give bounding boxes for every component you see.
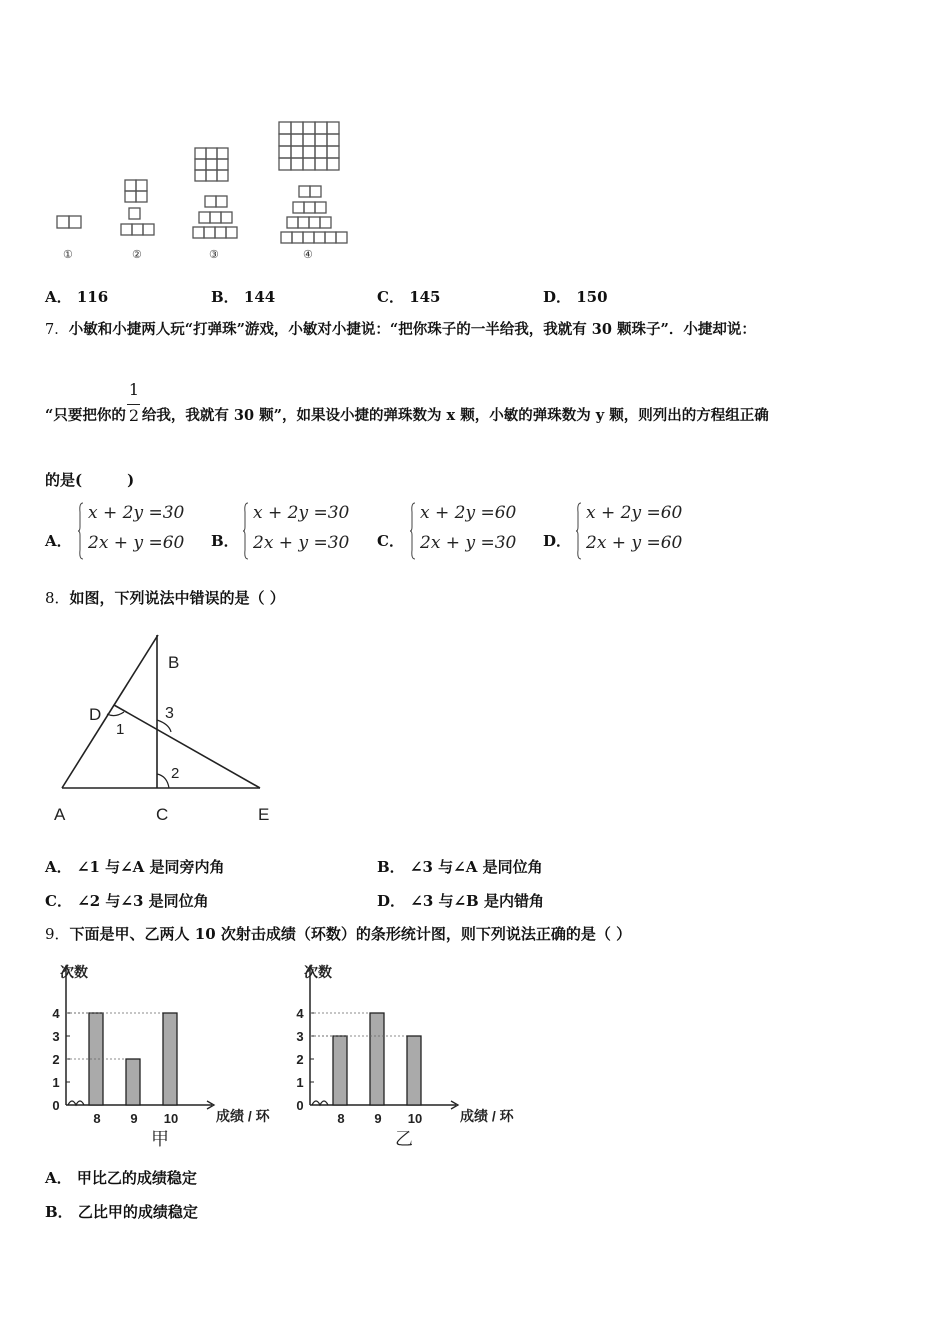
pattern-figure xyxy=(45,108,365,268)
q7-option-c-label[interactable]: C． xyxy=(377,532,404,550)
line-DE xyxy=(114,705,260,788)
y-tick-label: 2 xyxy=(52,1052,60,1067)
label-B: B xyxy=(168,653,180,672)
label-D: D xyxy=(89,705,102,724)
x-tick-label: 9 xyxy=(374,1111,382,1126)
y-axis-label: 次数 xyxy=(60,964,88,980)
label-3: 3 xyxy=(165,705,174,722)
bar-9 xyxy=(370,1013,384,1105)
q7-option-b-label[interactable]: B． xyxy=(211,532,239,550)
bar-10 xyxy=(407,1036,421,1105)
line-A-to-top xyxy=(62,635,158,788)
q7-option-c-system[interactable]: x + 2y =60 2x + y =30 xyxy=(410,502,530,562)
pattern-label-4: ④ xyxy=(303,249,313,261)
pattern-label-3: ③ xyxy=(209,249,219,261)
q8-triangle-figure xyxy=(45,628,285,828)
q8-option-b[interactable]: B． ∠3 与∠A 是同位角 xyxy=(377,858,543,876)
pattern-1 xyxy=(57,216,81,228)
pattern-label-1: ① xyxy=(63,249,73,261)
brace-icon xyxy=(576,502,582,560)
pattern-4 xyxy=(279,122,347,243)
q9-stem: 9．下面是甲、乙两人 10 次射击成绩（环数）的条形统计图，则下列说法正确的是（ ） xyxy=(45,925,632,943)
x-tick-label: 8 xyxy=(337,1111,345,1126)
chart-title: 乙 xyxy=(395,1129,413,1149)
q7-option-a-label[interactable]: A． xyxy=(45,532,72,550)
q6-option-d[interactable]: D． 150 xyxy=(543,288,608,306)
y-tick-label: 0 xyxy=(296,1098,304,1113)
x-axis-label: 成绩 / 环 xyxy=(216,1108,270,1124)
q7-option-a-system[interactable]: x + 2y =30 2x + y =60 xyxy=(78,502,198,562)
q7-stem-line2: “只要把你的 $\frac{1}{2}$ 给我，我就有 30 颗”，如果设小捷的弹珠数为 x 颗，小敏的弹珠数为 y 颗，则列出的方程组正确 xyxy=(45,380,769,425)
bar-8 xyxy=(333,1036,347,1105)
q6-option-c[interactable]: C． 145 xyxy=(377,288,441,306)
q8-option-d[interactable]: D． ∠3 与∠B 是内错角 xyxy=(377,892,544,910)
y-tick-label: 1 xyxy=(296,1075,304,1090)
label-2: 2 xyxy=(171,765,180,782)
x-axis-label: 成绩 / 环 xyxy=(460,1108,514,1124)
label-C: C xyxy=(156,805,169,824)
label-E: E xyxy=(258,805,270,824)
q9-option-a[interactable]: A． 甲比乙的成绩稳定 xyxy=(45,1169,197,1187)
brace-icon xyxy=(78,502,84,560)
brace-icon xyxy=(410,502,416,560)
q8-option-c[interactable]: C． ∠2 与∠3 是同位角 xyxy=(45,892,209,910)
angle-2-arc xyxy=(157,774,169,788)
label-1: 1 xyxy=(116,721,125,738)
chart-yi xyxy=(284,960,524,1150)
y-tick-label: 2 xyxy=(296,1052,304,1067)
pattern-2 xyxy=(121,180,154,235)
q7-stem-line1: 7．小敏和小捷两人玩“打弹珠”游戏，小敏对小捷说：“把你珠子的一半给我，我就有 30 颗珠子”．小捷却说： xyxy=(45,321,756,338)
q9-option-b[interactable]: B． 乙比甲的成绩稳定 xyxy=(45,1203,198,1221)
q7-option-b-system[interactable]: x + 2y =30 2x + y =30 xyxy=(243,502,363,562)
q7-stem-line3: 的是( ) xyxy=(45,471,135,489)
q6-option-b[interactable]: B． 144 xyxy=(211,288,276,306)
chart-jia xyxy=(40,960,280,1150)
q8-option-a[interactable]: A． ∠1 与∠A 是同旁内角 xyxy=(45,858,225,876)
y-axis-label: 次数 xyxy=(304,964,332,980)
y-tick-label: 4 xyxy=(296,1006,304,1021)
fraction-half: $\frac{1}{2}$ xyxy=(128,380,140,425)
pattern-3 xyxy=(193,148,237,238)
y-tick-label: 1 xyxy=(52,1075,60,1090)
y-tick-label: 0 xyxy=(52,1098,60,1113)
x-tick-label: 10 xyxy=(407,1111,423,1126)
q7-option-d-system[interactable]: x + 2y =60 2x + y =60 xyxy=(576,502,696,562)
x-tick-label: 8 xyxy=(93,1111,101,1126)
q8-stem: 8．如图，下列说法中错误的是（ ） xyxy=(45,589,285,607)
y-tick-label: 3 xyxy=(52,1029,60,1044)
brace-icon xyxy=(243,502,249,560)
x-tick-label: 10 xyxy=(163,1111,179,1126)
pattern-label-2: ② xyxy=(132,249,142,261)
label-A: A xyxy=(54,805,66,824)
x-tick-label: 9 xyxy=(130,1111,138,1126)
q6-option-a[interactable]: A． 116 xyxy=(45,288,109,306)
q7-option-d-label[interactable]: D． xyxy=(543,532,572,550)
y-tick-label: 4 xyxy=(52,1006,60,1021)
bar-9 xyxy=(126,1059,140,1105)
chart-title: 甲 xyxy=(151,1129,169,1149)
bar-10 xyxy=(163,1013,177,1105)
y-tick-label: 3 xyxy=(296,1029,304,1044)
